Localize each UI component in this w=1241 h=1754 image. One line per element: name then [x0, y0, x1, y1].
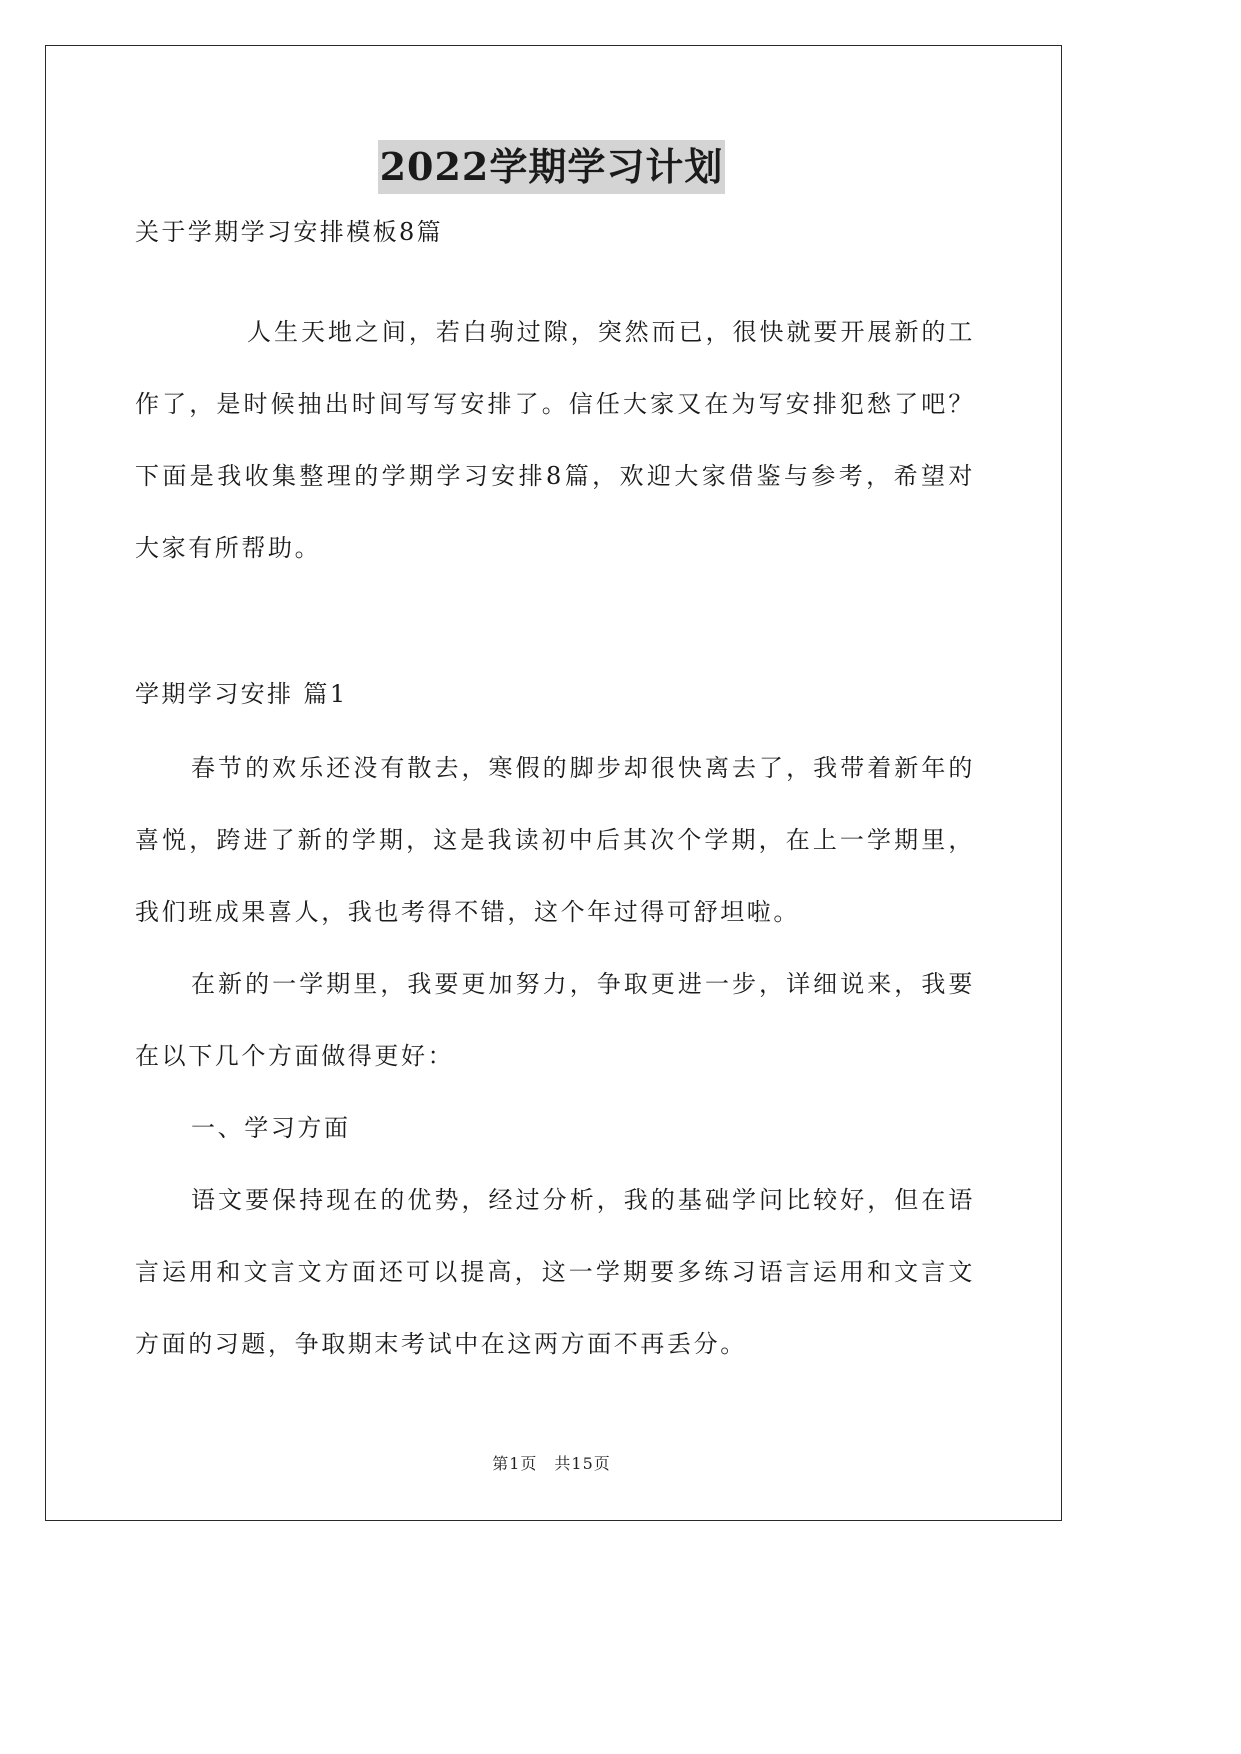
intro-paragraph: 人生天地之间，若白驹过隙，突然而已，很快就要开展新的工作了，是时候抽出时间写写安排了。信任大家又在为写安排犯愁了吧？下面是我收集整理的学期学习安排8篇，欢迎大家借鉴与参考，希望对大家有所帮助。 [135, 318, 975, 562]
section-subheading: 一、学习方面 [191, 1114, 351, 1142]
body-paragraph-2: 在新的一学期里，我要更加努力，争取更进一步，详细说来，我要在以下几个方面做得更好： [135, 970, 975, 1070]
body-paragraph-3: 语文要保持现在的优势，经过分析，我的基础学问比较好，但在语言运用和文言文方面还可以提高，这一学期要多练习语言运用和文言文方面的习题，争取期末考试中在这两方面不再丢分。 [135, 1186, 975, 1358]
body-paragraph-1: 春节的欢乐还没有散去，寒假的脚步却很快离去了，我带着新年的喜悦，跨进了新的学期，这是我读初中后其次个学期，在上一学期里，我们班成果喜人，我也考得不错，这个年过得可舒坦啦。 [135, 754, 975, 926]
document-subtitle: 关于学期学习安排模板8篇 [135, 218, 444, 246]
section-heading: 学期学习安排 篇1 [135, 680, 348, 708]
page-number-footer: 第1页 共15页 [492, 1454, 611, 1473]
document-title: 2022学期学习计划 [378, 140, 726, 194]
title-container [0, 140, 1103, 194]
